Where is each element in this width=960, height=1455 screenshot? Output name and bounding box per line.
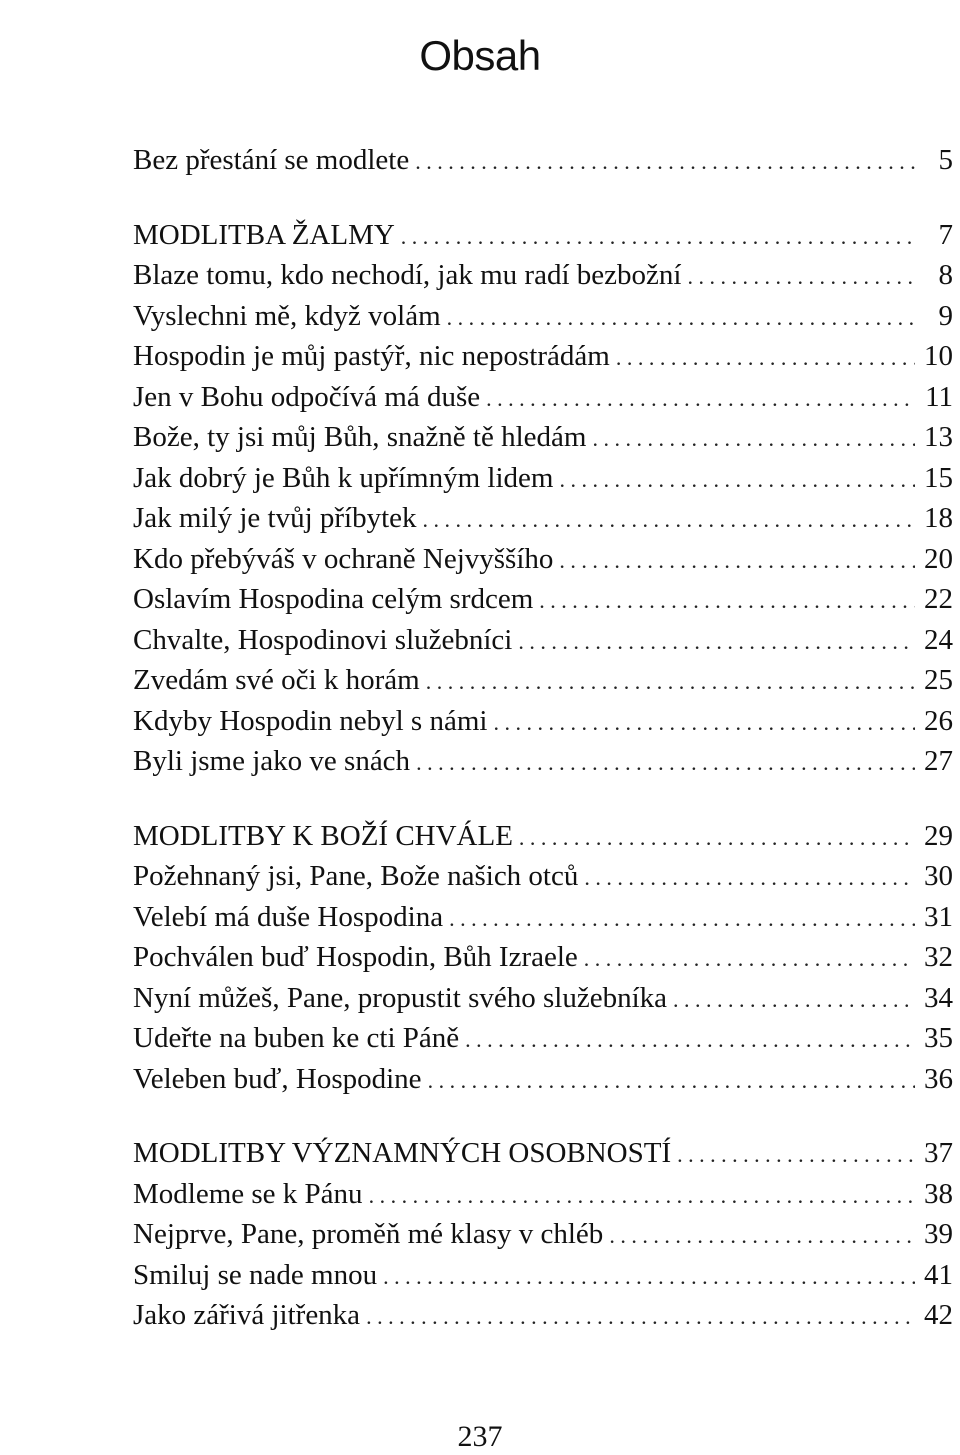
dot-leader [609, 1216, 915, 1257]
page-title: Obsah [419, 32, 541, 79]
toc-entry [133, 741, 953, 782]
toc-entry-page: 10 [924, 340, 953, 372]
toc-entry-title: Nejprve, Pane, proměň mé klasy v chléb [133, 1218, 604, 1250]
dot-leader [519, 818, 915, 859]
toc-entry [133, 498, 953, 539]
toc-entry [133, 897, 953, 938]
toc-entry [133, 336, 953, 377]
dot-leader [616, 338, 915, 379]
toc-entry-title: Blaze tomu, kdo nechodí, jak mu radí bezbožní [133, 259, 682, 291]
toc-entry-page: 27 [924, 745, 953, 777]
toc-entry-page: 5 [938, 144, 953, 176]
dot-leader [426, 662, 915, 703]
toc-entry-title: Kdo přebýváš v ochraně Nejvyššího [133, 542, 554, 575]
dot-leader [465, 1020, 915, 1061]
toc-entry [133, 140, 953, 181]
toc-entry-title: Chvalte, Hospodinovi služebníci [133, 623, 513, 656]
dot-leader [559, 460, 915, 501]
toc-entry-page: 41 [924, 1258, 953, 1291]
dot-leader [423, 500, 915, 541]
toc-entry-title: Bez přestání se modlete [133, 144, 410, 176]
toc-entry [133, 458, 953, 499]
toc-entry-title: Vyslechni mě, když volám [133, 299, 441, 332]
dot-leader [673, 980, 915, 1021]
toc-entry [133, 701, 953, 742]
toc-entry-title: Modleme se k Pánu [133, 1177, 363, 1210]
table-of-contents [133, 140, 953, 1370]
toc-entry [133, 937, 953, 978]
toc-entry-page: 30 [924, 860, 953, 892]
toc-entry-title: Jen v Bohu odpočívá má duše [133, 380, 481, 413]
dot-leader [486, 379, 915, 420]
dot-leader [493, 703, 915, 744]
dot-leader [447, 298, 915, 339]
dot-leader [584, 939, 915, 980]
toc-entry-page: 36 [924, 1062, 953, 1095]
dot-leader [687, 257, 915, 298]
dot-leader [592, 419, 915, 460]
toc-entry-page: 18 [924, 502, 953, 534]
toc-entry-page: 9 [938, 299, 953, 332]
toc-entry-title: Hospodin je můj pastýř, nic nepostrádám [133, 340, 610, 372]
toc-entry-page: 38 [924, 1177, 953, 1210]
toc-entry-page: 42 [924, 1299, 953, 1331]
toc-entry-page: 32 [924, 941, 953, 973]
toc-entry-page: 24 [924, 623, 953, 656]
dot-leader [559, 541, 915, 582]
toc-entry-page: 34 [924, 981, 953, 1014]
toc-entry [133, 417, 953, 458]
toc-entry-page: 35 [924, 1022, 953, 1054]
toc-entry-page: 29 [924, 819, 953, 852]
toc-entry-page: 25 [924, 664, 953, 696]
toc-entry [133, 1018, 953, 1059]
toc-entry-title: MODLITBY K BOŽÍ CHVÁLE [133, 819, 513, 852]
toc-entry-title: Jak dobrý je Bůh k upřímným lidem [133, 461, 554, 494]
toc-entry-title: Velebí má duše Hospodina [133, 900, 444, 933]
toc-entry-title: Bože, ty jsi můj Bůh, snažně tě hledám [133, 421, 587, 453]
toc-section [133, 1133, 953, 1336]
toc-entry [133, 620, 953, 661]
toc-entry-page: 8 [938, 259, 953, 291]
dot-leader [415, 142, 915, 183]
toc-entry-page: 37 [924, 1137, 953, 1169]
dot-leader [401, 217, 915, 258]
toc-entry [133, 1174, 953, 1215]
toc-entry [133, 1214, 953, 1255]
page-number: 237 [457, 1420, 503, 1453]
toc-entry [133, 978, 953, 1019]
toc-entry [133, 255, 953, 296]
toc-section [133, 816, 953, 1100]
dot-leader [383, 1257, 915, 1298]
toc-entry-title: MODLITBY VÝZNAMNÝCH OSOBNOSTÍ [133, 1137, 672, 1169]
toc-entry-page: 39 [924, 1218, 953, 1250]
toc-entry [133, 660, 953, 701]
toc-entry [133, 296, 953, 337]
toc-entry-title: Kdyby Hospodin nebyl s námi [133, 704, 488, 737]
toc-entry-title: Nyní můžeš, Pane, propustit svého služebníka [133, 981, 667, 1014]
toc-entry-page: 11 [925, 380, 953, 413]
toc-entry-title: Smiluj se nade mnou [133, 1258, 378, 1291]
toc-entry [133, 539, 953, 580]
dot-leader [416, 743, 915, 784]
dot-leader [369, 1176, 915, 1217]
toc-entry [133, 215, 953, 256]
toc-entry-title: Byli jsme jako ve snách [133, 745, 411, 777]
dot-leader [584, 858, 915, 899]
toc-entry-page: 20 [924, 542, 953, 575]
dot-leader [518, 622, 915, 663]
toc-entry-page: 22 [924, 583, 953, 615]
dot-leader [428, 1061, 915, 1102]
toc-entry [133, 377, 953, 418]
toc-entry [133, 1295, 953, 1336]
toc-entry-title: Zvedám své oči k horám [133, 664, 420, 696]
dot-leader [539, 581, 915, 622]
toc-entry-title: Udeřte na buben ke cti Páně [133, 1022, 460, 1054]
toc-section [133, 215, 953, 782]
toc-entry [133, 1059, 953, 1100]
toc-entry-title: Jako zářivá jitřenka [133, 1299, 361, 1331]
toc-entry [133, 1133, 953, 1174]
toc-entry-title: Požehnaný jsi, Pane, Bože našich otců [133, 860, 579, 892]
toc-entry-page: 7 [938, 218, 953, 251]
toc-entry-title: MODLITBA ŽALMY [133, 218, 395, 251]
toc-entry-title: Pochválen buď Hospodin, Bůh Izraele [133, 941, 578, 973]
dot-leader [677, 1135, 915, 1176]
toc-entry-title: Veleben buď, Hospodine [133, 1062, 422, 1095]
toc-entry [133, 856, 953, 897]
toc-entry [133, 1255, 953, 1296]
toc-entry-title: Oslavím Hospodina celým srdcem [133, 583, 534, 615]
toc-entry-title: Jak milý je tvůj příbytek [133, 502, 417, 534]
toc-entry-page: 15 [924, 461, 953, 494]
toc-entry [133, 579, 953, 620]
toc-section [133, 140, 953, 181]
toc-entry-page: 31 [924, 900, 953, 933]
dot-leader [449, 899, 915, 940]
toc-entry-page: 26 [924, 704, 953, 737]
toc-entry-page: 13 [924, 421, 953, 453]
toc-entry [133, 816, 953, 857]
dot-leader [366, 1297, 915, 1338]
